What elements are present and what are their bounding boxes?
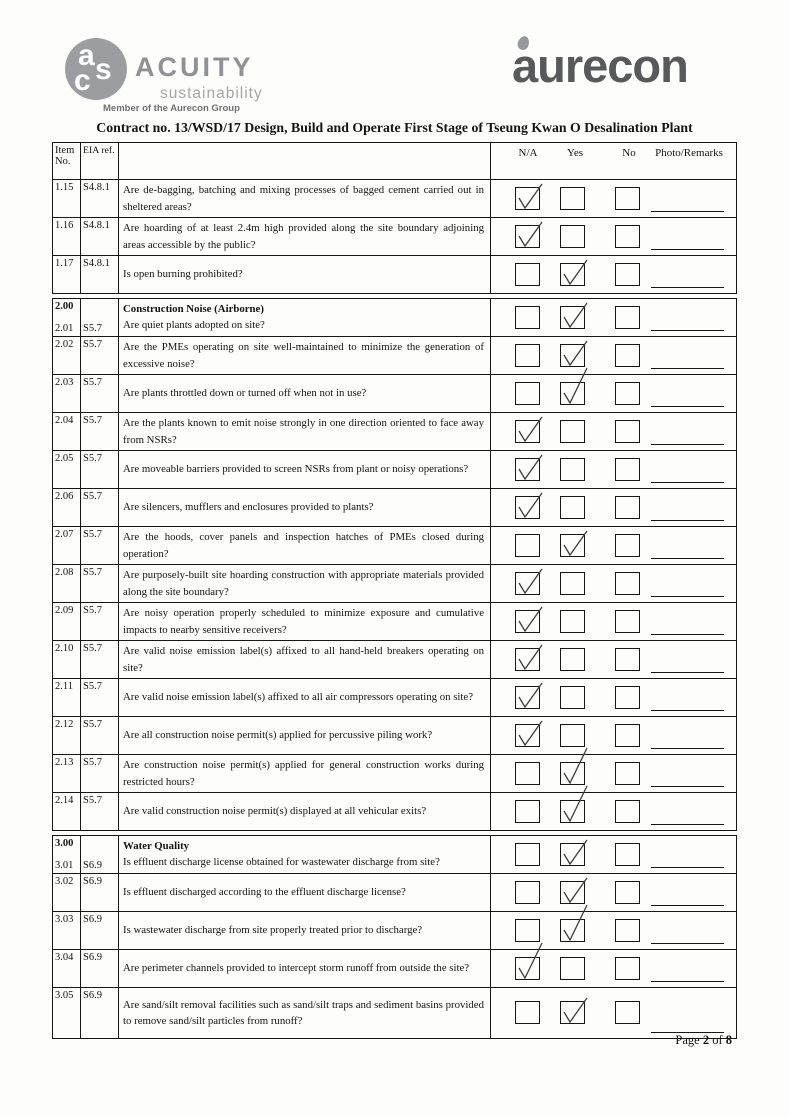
yes-checkbox[interactable] xyxy=(560,344,585,367)
checkboxes-cell xyxy=(491,912,736,949)
remarks-line[interactable] xyxy=(651,558,724,559)
checkboxes-cell xyxy=(491,679,736,716)
question-text: Are the PMEs operating on site well-maintained to minimize the generation of excessive noise? xyxy=(123,341,484,370)
checklist-row xyxy=(53,451,736,489)
checklist-section xyxy=(52,835,737,1039)
eia-ref-cell xyxy=(81,413,119,450)
eia-ref-cell xyxy=(81,527,119,564)
checkboxes-cell xyxy=(491,375,736,412)
checklist-row xyxy=(53,603,736,641)
eia-ref-header-label: EIA ref. xyxy=(83,145,115,156)
item-no-cell xyxy=(53,874,81,911)
item-no-cell xyxy=(53,451,81,488)
remarks-line[interactable] xyxy=(651,672,724,673)
checklist-row xyxy=(53,950,736,988)
question-cell xyxy=(119,451,491,488)
na-checkbox[interactable] xyxy=(515,881,540,904)
no-checkbox[interactable] xyxy=(615,957,640,980)
checklist-row xyxy=(53,679,736,717)
item-no: 2.12 xyxy=(55,719,74,730)
na-checkbox[interactable] xyxy=(515,843,540,866)
question-text: Are valid noise emission label(s) affixed to all air compressors operating on site? xyxy=(123,691,474,704)
yes-checkbox[interactable] xyxy=(560,610,585,633)
item-no-cell xyxy=(53,988,81,1038)
no-checkbox[interactable] xyxy=(615,263,640,286)
item-no: 2.10 xyxy=(55,643,74,654)
acuity-subtitle: sustainability xyxy=(160,85,263,102)
item-no: 2.13 xyxy=(55,757,74,768)
yes-checkbox[interactable] xyxy=(560,957,585,980)
eia-ref-cell xyxy=(81,451,119,488)
question-text: Are quiet plants adopted on site? xyxy=(123,319,265,332)
na-checkbox[interactable] xyxy=(515,420,540,443)
checkboxes-cell xyxy=(491,641,736,678)
na-checkbox[interactable] xyxy=(515,919,540,942)
question-text: Are de-bagging, batching and mixing processes of bagged cement carried out in sheltered areas? xyxy=(123,184,484,213)
eia-ref-cell xyxy=(81,717,119,754)
question-cell xyxy=(119,950,491,987)
remarks-line[interactable] xyxy=(651,596,724,597)
question-text: Are perimeter channels provided to intercept storm runoff from outside the site? xyxy=(123,962,470,975)
eia-ref: S4.8.1 xyxy=(83,220,110,231)
question-text: Are valid noise emission label(s) affixed to all hand-held breakers operating on site? xyxy=(123,645,484,674)
checkboxes-cell xyxy=(491,180,736,217)
item-no-cell xyxy=(53,527,81,564)
remarks-line[interactable] xyxy=(651,824,724,825)
question-text: Are construction noise permit(s) applied for general construction works during restricted hours? xyxy=(123,759,484,788)
na-checkbox[interactable] xyxy=(515,648,540,671)
checklist-row xyxy=(53,988,736,1038)
question-text: Are purposely-built site hoarding construction with appropriate materials provided along the site boundary? xyxy=(123,569,484,598)
eia-ref-cell xyxy=(81,679,119,716)
checklist-row xyxy=(53,755,736,793)
page-current: 2 xyxy=(702,1033,710,1047)
monogram-letter: a xyxy=(78,39,95,72)
yes-checkbox[interactable] xyxy=(560,187,585,210)
no-checkbox[interactable] xyxy=(615,648,640,671)
item-no-header xyxy=(53,143,81,179)
eia-ref-cell xyxy=(81,565,119,602)
item-no: 3.00 xyxy=(55,838,74,849)
item-no-cell xyxy=(53,912,81,949)
question-text: Is effluent discharged according to the effluent discharge license? xyxy=(123,886,406,899)
yes-checkbox[interactable] xyxy=(560,881,585,904)
item-no-cell xyxy=(53,565,81,602)
checklist-row xyxy=(53,218,736,256)
checkboxes-cell xyxy=(491,874,736,911)
eia-ref: S5.7 xyxy=(83,323,102,335)
aurecon-wordmark: aurecon xyxy=(512,39,688,92)
eia-ref: S6.9 xyxy=(83,914,102,925)
na-checkbox[interactable] xyxy=(515,382,540,405)
page-number xyxy=(675,1033,732,1048)
na-checkbox[interactable] xyxy=(515,724,540,747)
checkboxes-cell xyxy=(491,755,736,792)
na-checkbox[interactable] xyxy=(515,306,540,329)
remarks-line[interactable] xyxy=(651,520,724,521)
no-checkbox[interactable] xyxy=(615,458,640,481)
eia-ref-cell xyxy=(81,874,119,911)
item-no-cell xyxy=(53,375,81,412)
no-checkbox[interactable] xyxy=(615,1001,640,1024)
question-cell xyxy=(119,299,491,336)
question-text: Are noisy operation properly scheduled to minimize exposure and cumulative impacts to nearby sensitive receivers? xyxy=(123,607,484,636)
question-text: Are valid construction noise permit(s) displayed at all vehicular exits? xyxy=(123,805,427,818)
na-checkbox[interactable] xyxy=(515,225,540,248)
remarks-line[interactable] xyxy=(651,943,724,944)
checkboxes-cell xyxy=(491,603,736,640)
checkboxes-cell xyxy=(491,565,736,602)
question-text: Is wastewater discharge from site properly treated prior to discharge? xyxy=(123,924,423,937)
eia-ref-cell xyxy=(81,603,119,640)
checklist-row xyxy=(53,299,736,337)
eia-ref: S4.8.1 xyxy=(83,182,110,193)
column-header-remarks: Photo/Remarks xyxy=(655,147,723,159)
question-cell xyxy=(119,988,491,1038)
checklist-row xyxy=(53,793,736,830)
acs-monogram-icon xyxy=(65,38,127,100)
no-checkbox[interactable] xyxy=(615,534,640,557)
eia-ref: S6.9 xyxy=(83,990,102,1001)
remarks-line[interactable] xyxy=(651,444,724,445)
item-no: 2.00 xyxy=(55,301,74,312)
item-no: 1.17 xyxy=(55,258,74,269)
eia-ref-cell xyxy=(81,180,119,217)
question-cell xyxy=(119,874,491,911)
na-checkbox[interactable] xyxy=(515,572,540,595)
remarks-line[interactable] xyxy=(651,905,724,906)
checklist-row xyxy=(53,836,736,874)
item-no: 2.03 xyxy=(55,377,74,388)
eia-ref-cell xyxy=(81,489,119,526)
no-checkbox[interactable] xyxy=(615,344,640,367)
item-no-cell xyxy=(53,836,81,873)
eia-ref-cell xyxy=(81,641,119,678)
eia-ref: S5.7 xyxy=(83,415,102,426)
remarks-line[interactable] xyxy=(651,748,724,749)
monogram-letter: c xyxy=(74,64,91,97)
remarks-line[interactable] xyxy=(651,867,724,868)
question-text: Are silencers, mufflers and enclosures provided to plants? xyxy=(123,501,374,514)
no-checkbox[interactable] xyxy=(615,843,640,866)
item-no: 3.05 xyxy=(55,990,74,1001)
question-cell xyxy=(119,218,491,255)
na-checkbox[interactable] xyxy=(515,800,540,823)
question-cell xyxy=(119,337,491,374)
item-no: 2.07 xyxy=(55,529,74,540)
no-checkbox[interactable] xyxy=(615,187,640,210)
question-text: Are all construction noise permit(s) applied for percussive piling work? xyxy=(123,729,433,742)
question-text: Is open burning prohibited? xyxy=(123,268,243,281)
yes-checkbox[interactable] xyxy=(560,800,585,823)
question-cell xyxy=(119,603,491,640)
checklist-row xyxy=(53,256,736,293)
checklist-row xyxy=(53,565,736,603)
checklist-table xyxy=(52,142,737,1043)
checklist-row xyxy=(53,337,736,375)
eia-ref: S6.9 xyxy=(83,952,102,963)
checklist-row xyxy=(53,641,736,679)
question-cell xyxy=(119,375,491,412)
column-header-na: N/A xyxy=(518,147,538,159)
question-cell xyxy=(119,641,491,678)
column-header-no: No xyxy=(622,147,636,159)
no-checkbox[interactable] xyxy=(615,881,640,904)
checklist-row xyxy=(53,375,736,413)
na-checkbox[interactable] xyxy=(515,534,540,557)
eia-ref: S5.7 xyxy=(83,491,102,502)
yes-checkbox[interactable] xyxy=(560,572,585,595)
checkboxes-cell xyxy=(491,218,736,255)
item-no-header-line1: Item xyxy=(55,145,75,156)
no-checkbox[interactable] xyxy=(615,762,640,785)
acuity-logo xyxy=(63,36,323,116)
na-checkbox[interactable] xyxy=(515,957,540,980)
item-no: 2.14 xyxy=(55,795,74,806)
table-header-row xyxy=(53,143,736,180)
na-checkbox[interactable] xyxy=(515,344,540,367)
question-cell xyxy=(119,679,491,716)
page-label: Page xyxy=(675,1033,700,1047)
checklist-row xyxy=(53,912,736,950)
checkboxes-cell xyxy=(491,299,736,336)
no-checkbox[interactable] xyxy=(615,382,640,405)
checkboxes-cell xyxy=(491,950,736,987)
eia-ref: S5.7 xyxy=(83,377,102,388)
no-checkbox[interactable] xyxy=(615,572,640,595)
na-checkbox[interactable] xyxy=(515,496,540,519)
question-cell xyxy=(119,793,491,830)
item-no-cell xyxy=(53,603,81,640)
question-text: Are hoarding of at least 2.4m high provided along the site boundary adjoining areas accessible by the public? xyxy=(123,222,484,251)
eia-ref: S5.7 xyxy=(83,757,102,768)
na-checkbox[interactable] xyxy=(515,187,540,210)
checklist-section xyxy=(52,142,737,294)
checkboxes-cell xyxy=(491,527,736,564)
yes-checkbox[interactable] xyxy=(560,648,585,671)
na-checkbox[interactable] xyxy=(515,610,540,633)
item-no-header-line2: No. xyxy=(55,156,71,167)
na-checkbox[interactable] xyxy=(515,1001,540,1024)
yes-checkbox[interactable] xyxy=(560,382,585,405)
item-no-cell xyxy=(53,793,81,830)
item-no-cell xyxy=(53,641,81,678)
na-checkbox[interactable] xyxy=(515,263,540,286)
na-checkbox[interactable] xyxy=(515,458,540,481)
acuity-tagline: Member of the Aurecon Group xyxy=(103,103,240,114)
item-no: 3.04 xyxy=(55,952,74,963)
yes-checkbox[interactable] xyxy=(560,686,585,709)
question-cell xyxy=(119,912,491,949)
no-checkbox[interactable] xyxy=(615,800,640,823)
no-checkbox[interactable] xyxy=(615,610,640,633)
na-checkbox[interactable] xyxy=(515,762,540,785)
question-cell xyxy=(119,413,491,450)
eia-ref-cell xyxy=(81,299,119,336)
no-checkbox[interactable] xyxy=(615,496,640,519)
checklist-row xyxy=(53,874,736,912)
question-cell xyxy=(119,489,491,526)
eia-ref: S6.9 xyxy=(83,860,102,872)
item-no: 2.09 xyxy=(55,605,74,616)
document-title: Contract no. 13/WSD/17 Design, Build and Operate First Stage of Tseung Kwan O Desalination Plant xyxy=(96,120,693,135)
checklist-row xyxy=(53,180,736,218)
question-text: Are plants throttled down or turned off when not in use? xyxy=(123,387,367,400)
item-no-cell xyxy=(53,950,81,987)
item-no-cell xyxy=(53,413,81,450)
question-cell xyxy=(119,180,491,217)
question-text: Are the hoods, cover panels and inspection hatches of PMEs closed during operation? xyxy=(123,531,484,560)
item-no: 2.06 xyxy=(55,491,74,502)
checklist-row xyxy=(53,717,736,755)
eia-ref: S5.7 xyxy=(83,605,102,616)
eia-ref: S5.7 xyxy=(83,719,102,730)
remarks-line[interactable] xyxy=(651,330,724,331)
yes-checkbox[interactable] xyxy=(560,306,585,329)
eia-ref-cell xyxy=(81,793,119,830)
yes-checkbox[interactable] xyxy=(560,919,585,942)
eia-ref: S5.7 xyxy=(83,681,102,692)
eia-ref: S5.7 xyxy=(83,643,102,654)
aurecon-logo xyxy=(504,34,749,104)
eia-ref: S5.7 xyxy=(83,567,102,578)
section-title: Water Quality xyxy=(123,840,190,852)
eia-ref: S4.8.1 xyxy=(83,258,110,269)
question-text: Are moveable barriers provided to screen NSRs from plant or noisy operations? xyxy=(123,463,469,476)
item-no-cell xyxy=(53,337,81,374)
item-no-cell xyxy=(53,755,81,792)
question-text: Are the plants known to emit noise strongly in one direction oriented to face away from NSRs? xyxy=(123,417,484,446)
checkboxes-cell xyxy=(491,793,736,830)
remarks-line[interactable] xyxy=(651,368,724,369)
section-title: Construction Noise (Airborne) xyxy=(123,303,264,315)
monogram-letter: s xyxy=(95,53,112,86)
no-checkbox[interactable] xyxy=(615,724,640,747)
remarks-line[interactable] xyxy=(651,211,724,212)
eia-ref-cell xyxy=(81,256,119,293)
no-checkbox[interactable] xyxy=(615,919,640,942)
item-no-cell xyxy=(53,299,81,336)
item-no: 2.04 xyxy=(55,415,74,426)
no-checkbox[interactable] xyxy=(615,306,640,329)
remarks-line[interactable] xyxy=(651,786,724,787)
question-header xyxy=(119,143,491,179)
question-cell xyxy=(119,256,491,293)
question-cell xyxy=(119,755,491,792)
eia-ref: S5.7 xyxy=(83,795,102,806)
eia-ref-cell xyxy=(81,337,119,374)
remarks-line[interactable] xyxy=(651,634,724,635)
checkboxes-cell xyxy=(491,256,736,293)
column-header-yes: Yes xyxy=(566,147,584,159)
item-no: 2.08 xyxy=(55,567,74,578)
item-no: 2.11 xyxy=(55,681,73,692)
yes-checkbox[interactable] xyxy=(560,534,585,557)
checklist-row xyxy=(53,489,736,527)
question-cell xyxy=(119,836,491,873)
eia-ref-cell xyxy=(81,218,119,255)
question-text: Are sand/silt removal facilities such as sand/silt traps and sediment basins provided to remove sand/silt particles from runoff? xyxy=(123,998,484,1027)
item-no: 2.05 xyxy=(55,453,74,464)
eia-ref: S6.9 xyxy=(83,876,102,887)
yes-checkbox[interactable] xyxy=(560,843,585,866)
sub-item-no: 2.01 xyxy=(55,323,74,335)
eia-ref: S5.7 xyxy=(83,529,102,540)
eia-ref-cell xyxy=(81,755,119,792)
remarks-line[interactable] xyxy=(651,287,724,288)
checklist-row xyxy=(53,527,736,565)
no-checkbox[interactable] xyxy=(615,420,640,443)
eia-ref-cell xyxy=(81,988,119,1038)
yes-checkbox[interactable] xyxy=(560,263,585,286)
no-checkbox[interactable] xyxy=(615,225,640,248)
checklist-section xyxy=(52,298,737,831)
eia-ref-cell xyxy=(81,836,119,873)
eia-ref-cell xyxy=(81,375,119,412)
item-no: 3.03 xyxy=(55,914,74,925)
page-total: 8 xyxy=(725,1033,732,1047)
checkboxes-cell xyxy=(491,413,736,450)
checkboxes-cell xyxy=(491,988,736,1038)
remarks-line[interactable] xyxy=(651,482,724,483)
eia-ref-header xyxy=(81,143,119,179)
item-no-cell xyxy=(53,717,81,754)
yes-checkbox[interactable] xyxy=(560,458,585,481)
item-no-cell xyxy=(53,180,81,217)
question-text: Is effluent discharge license obtained for wastewater discharge from site? xyxy=(123,856,440,869)
remarks-line[interactable] xyxy=(651,710,724,711)
yes-checkbox[interactable] xyxy=(560,496,585,519)
item-no-cell xyxy=(53,256,81,293)
yes-checkbox[interactable] xyxy=(560,724,585,747)
checkboxes-cell xyxy=(491,451,736,488)
remarks-line[interactable] xyxy=(651,249,724,250)
item-no-cell xyxy=(53,218,81,255)
item-no: 1.16 xyxy=(55,220,74,231)
checkboxes-cell xyxy=(491,836,736,873)
yes-checkbox[interactable] xyxy=(560,1001,585,1024)
yes-checkbox[interactable] xyxy=(560,225,585,248)
checkboxes-cell xyxy=(491,337,736,374)
item-no: 1.15 xyxy=(55,182,74,193)
question-cell xyxy=(119,717,491,754)
eia-ref: S5.7 xyxy=(83,339,102,350)
item-no: 2.02 xyxy=(55,339,74,350)
eia-ref-cell xyxy=(81,912,119,949)
item-no-cell xyxy=(53,489,81,526)
no-checkbox[interactable] xyxy=(615,686,640,709)
item-no: 3.02 xyxy=(55,876,74,887)
question-cell xyxy=(119,565,491,602)
eia-ref-cell xyxy=(81,950,119,987)
yes-checkbox[interactable] xyxy=(560,420,585,443)
eia-ref: S5.7 xyxy=(83,453,102,464)
question-cell xyxy=(119,527,491,564)
item-no-cell xyxy=(53,679,81,716)
of-label: of xyxy=(712,1033,723,1047)
checkboxes-cell xyxy=(491,489,736,526)
sub-item-no: 3.01 xyxy=(55,860,74,872)
na-checkbox[interactable] xyxy=(515,686,540,709)
remarks-line[interactable] xyxy=(651,406,724,407)
acuity-wordmark: ACUITY xyxy=(135,52,254,82)
remarks-line[interactable] xyxy=(651,981,724,982)
yes-checkbox[interactable] xyxy=(560,762,585,785)
check-columns-header xyxy=(491,143,736,179)
checklist-row xyxy=(53,413,736,451)
checkboxes-cell xyxy=(491,717,736,754)
